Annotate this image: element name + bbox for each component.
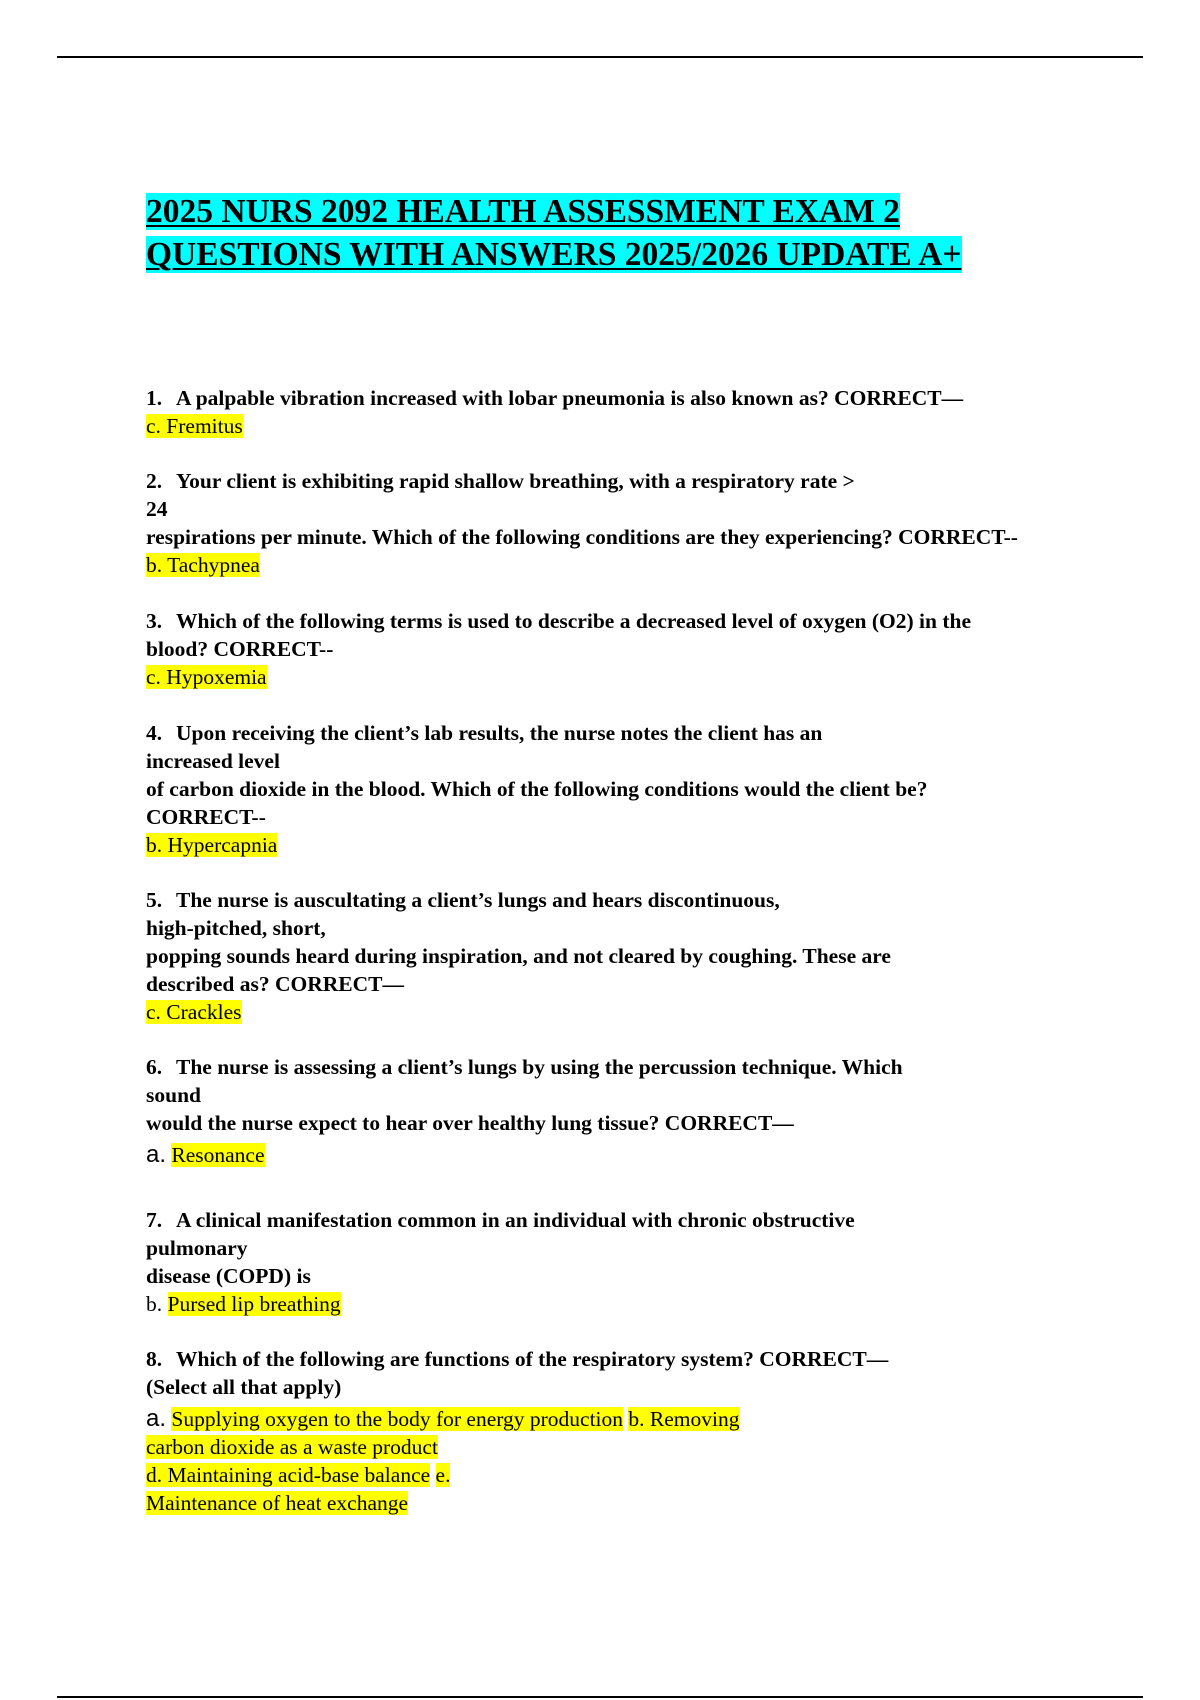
question-number: 6.	[146, 1055, 163, 1079]
title-line-2: QUESTIONS WITH ANSWERS 2025/2026 UPDATE A+	[146, 236, 962, 273]
question-7	[146, 1206, 855, 1318]
answer-highlight: c. Crackles	[146, 1000, 242, 1024]
question-6	[146, 1053, 903, 1169]
question-5	[146, 886, 891, 1026]
question-text: Your client is exhibiting rapid shallow breathing, with a respiratory rate >	[176, 469, 855, 493]
question-text: Upon receiving the client’s lab results, the nurse notes the client has an	[176, 721, 823, 745]
answer-letter: a.	[146, 1141, 167, 1168]
question-text: would the nurse expect to hear over healthy lung tissue? CORRECT—	[146, 1111, 794, 1135]
question-text: described as? CORRECT—	[146, 972, 405, 996]
question-3	[146, 607, 971, 691]
question-text: blood? CORRECT--	[146, 637, 334, 661]
answer-highlight: d. Maintaining acid-base balance	[146, 1463, 431, 1487]
question-text: popping sounds heard during inspiration, and not cleared by coughing. These are	[146, 944, 891, 968]
answer-highlight: Resonance	[171, 1143, 265, 1167]
answer-highlight: carbon dioxide as a waste product	[146, 1435, 438, 1459]
answer-highlight: b. Tachypnea	[146, 553, 260, 577]
answer-highlight: c. Fremitus	[146, 414, 243, 438]
question-text: respirations per minute. Which of the following conditions are they experiencing? CORRECT--	[146, 525, 1018, 549]
question-text: 24	[146, 497, 168, 521]
answer-highlight: e.	[435, 1463, 451, 1487]
question-text: The nurse is assessing a client’s lungs by using the percussion technique. Which	[176, 1055, 903, 1079]
question-text: disease (COPD) is	[146, 1264, 311, 1288]
question-text: A palpable vibration increased with lobar pneumonia is also known as? CORRECT—	[176, 386, 964, 410]
question-1	[146, 384, 963, 440]
question-text: Which of the following are functions of the respiratory system? CORRECT—	[176, 1347, 889, 1371]
question-text: Which of the following terms is used to describe a decreased level of oxygen (O2) in the	[176, 609, 972, 633]
answer-highlight: Maintenance of heat exchange	[146, 1491, 409, 1515]
question-8	[146, 1345, 888, 1517]
question-text: sound	[146, 1083, 201, 1107]
question-number: 8.	[146, 1347, 163, 1371]
question-number: 5.	[146, 888, 163, 912]
document-title	[146, 190, 962, 276]
question-text: of carbon dioxide in the blood. Which of the following conditions would the client be?	[146, 777, 928, 801]
bottom-rule	[57, 1696, 1143, 1698]
question-text: CORRECT--	[146, 805, 266, 829]
question-text: The nurse is auscultating a client’s lungs and hears discontinuous,	[176, 888, 780, 912]
answer-highlight: Supplying oxygen to the body for energy production	[171, 1407, 624, 1431]
question-4	[146, 719, 927, 859]
question-number: 3.	[146, 609, 163, 633]
question-number: 7.	[146, 1208, 163, 1232]
question-2	[146, 467, 1018, 579]
question-text: A clinical manifestation common in an individual with chronic obstructive	[176, 1208, 855, 1232]
question-number: 4.	[146, 721, 163, 745]
question-number: 1.	[146, 386, 163, 410]
question-text: (Select all that apply)	[146, 1375, 342, 1399]
answer-highlight: c. Hypoxemia	[146, 665, 267, 689]
question-number: 2.	[146, 469, 163, 493]
top-rule	[57, 56, 1143, 58]
title-line-1: 2025 NURS 2092 HEALTH ASSESSMENT EXAM 2	[146, 193, 900, 230]
question-text: pulmonary	[146, 1236, 248, 1260]
answer-letter: b.	[146, 1292, 163, 1316]
answer-highlight: b. Removing	[628, 1407, 740, 1431]
answer-highlight: b. Hypercapnia	[146, 833, 278, 857]
answer-letter: a.	[146, 1405, 167, 1432]
question-text: high-pitched, short,	[146, 916, 326, 940]
question-text: increased level	[146, 749, 280, 773]
answer-highlight: Pursed lip breathing	[167, 1292, 341, 1316]
